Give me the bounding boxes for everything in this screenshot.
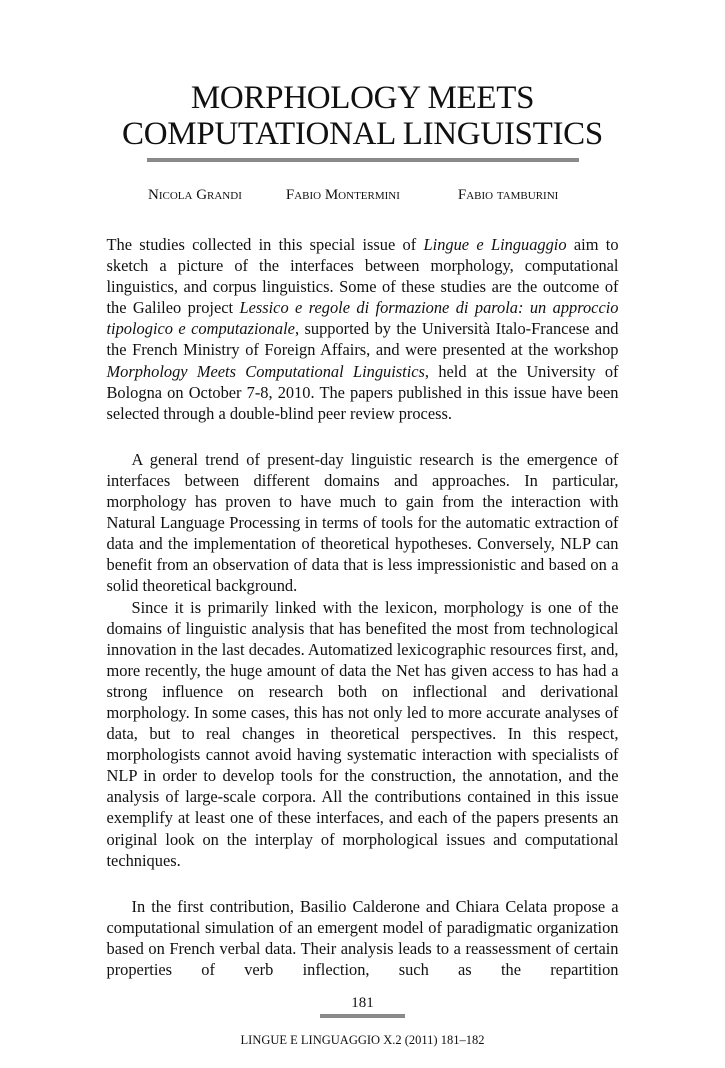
title-rule xyxy=(147,158,579,162)
paragraph-3: Since it is primarily linked with the lexicon, morphology is one of the domains of linguistic analysis that has benefited the most from technological innovation in the last decades. Automatized lexicographic resources first, and, more recently, the huge amount of data the Net has given access to has had a strong influence on research both on inflectional and derivational morphology. In some cases, this has not only led to more accurate analyses of data, but to real changes in theoretical perspectives. In this respect, morphologists cannot avoid having systematic interaction with specialists of NLP in order to develop tools for the construction, the annotation, and the analysis of large-scale corpora. All the contributions contained in this issue exemplify at least one of these interfaces, and each of the papers presents an original look on the interplay of morphological issues and computational techniques. xyxy=(106,597,619,870)
page-number: 181 xyxy=(351,995,374,1012)
project-title: Lessico e regole di formazione di parola: un approccio tipologico e computazionale xyxy=(106,298,619,339)
text: , supported by the Università Italo-Francese and the French Ministry of Foreign Affairs, and were presented at the workshop xyxy=(106,319,619,360)
paragraph-2: A general trend of present-day linguistic research is the emergence of interfaces between different domains and approaches. In particular, morphology has proven to have much to gain from the interaction with Natural Language Processing in terms of tools for the automatic extraction of data and the implementation of theoretical hypotheses. Conversely, NLP can benefit from an observation of data that is less impressionistic and based on a solid theoretical background. xyxy=(106,449,619,596)
running-footer: LINGUE E LINGUAGGIO X.2 (2011) 181–182 xyxy=(240,1033,485,1048)
author-name: Fabio Montermini xyxy=(285,187,400,203)
author-list xyxy=(0,186,725,204)
workshop-title: Morphology Meets Computational Linguistics xyxy=(106,361,425,381)
title-line-2: COMPUTATIONAL LINGUISTICS xyxy=(122,116,603,152)
text: The studies collected in this special issue of xyxy=(106,235,424,254)
title-line-1: MORPHOLOGY MEETS xyxy=(190,80,535,116)
paragraph-4: In the first contribution, Basilio Calderone and Chiara Celata propose a computational simulation of an emergent model of paradigmatic organization based on French verbal data. Their analysis leads to a reassessment of certain properties of verb inflection, such as the repartition xyxy=(106,896,619,979)
journal-title: Lingue e Linguaggio xyxy=(423,235,567,254)
article-title xyxy=(0,80,725,152)
author-name: Fabio tamburini xyxy=(457,187,559,203)
article-body xyxy=(107,234,619,980)
text: aim to sketch a picture of the interfaces between morphology, computational linguistics, and corpus linguistics. Some of these studies are the outcome of the Galileo project xyxy=(106,235,619,318)
paragraph-1 xyxy=(107,234,619,424)
page-number-rule xyxy=(320,1014,405,1018)
author-name: Nicola Grandi xyxy=(148,187,242,203)
text: , held at the University of Bologna on October 7-8, 2010. The papers published in this issue have been selected through a double-blind peer review process. xyxy=(106,361,619,423)
